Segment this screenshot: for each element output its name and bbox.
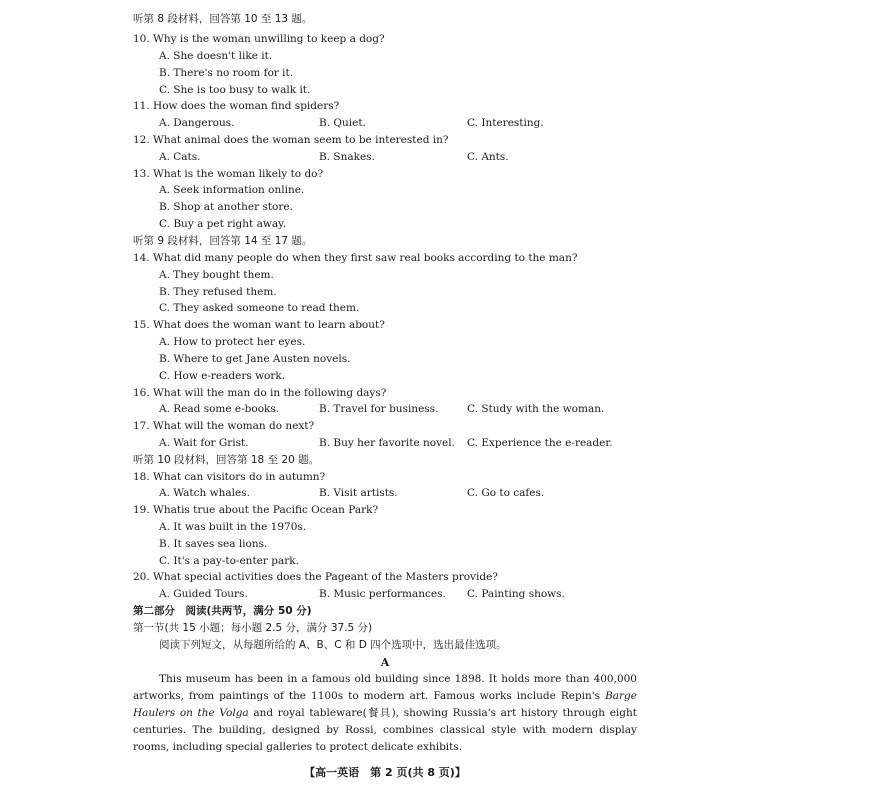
- question-19: 19. Whatis true about the Pacific Ocean Park?: [133, 504, 379, 516]
- q14-option-a: A. They bought them.: [159, 269, 274, 281]
- section-one-heading: 第一节(共 15 小题；每小题 2.5 分，满分 37.5 分): [133, 622, 373, 634]
- passage-text-part-1: This museum has been in a famous old building since 1898. It holds more than 400,000 artworks, from paintings of the 1100s to modern art. Famous works include Repin's: [133, 673, 637, 702]
- q15-option-b: B. Where to get Jane Austen novels.: [159, 353, 351, 365]
- q14-option-c: C. They asked someone to read them.: [159, 302, 360, 314]
- q19-option-a: A. It was built in the 1970s.: [159, 521, 307, 533]
- q11-option-c: C. Interesting.: [467, 117, 544, 129]
- q19-option-b: B. It saves sea lions.: [159, 538, 268, 550]
- question-11: 11. How does the woman find spiders?: [133, 100, 340, 112]
- q10-option-c: C. She is too busy to walk it.: [159, 84, 311, 96]
- q10-option-a: A. She doesn't like it.: [159, 50, 273, 62]
- q15-option-c: C. How e-readers work.: [159, 370, 286, 382]
- q14-option-b: B. They refused them.: [159, 286, 277, 298]
- q15-option-a: A. How to protect her eyes.: [159, 336, 306, 348]
- passage-letter: A: [380, 656, 390, 669]
- painting-title: Barge Haulers on the Volga: [133, 690, 637, 719]
- reading-instruction: 阅读下列短文，从每题所给的 A、B、C 和 D 四个选项中，选出最佳选项。: [159, 639, 507, 651]
- instruction-section-9: 听第 9 段材料，回答第 14 至 17 题。: [133, 235, 313, 247]
- passage-a-text: [133, 671, 637, 756]
- page-footer: 【高一英语 第 2 页(共 8 页)】: [304, 766, 466, 779]
- question-12: 12. What animal does the woman seem to be interested in?: [133, 134, 449, 146]
- question-17: 17. What will the woman do next?: [133, 420, 315, 432]
- q11-option-a: A. Dangerous.: [159, 117, 235, 129]
- q20-option-c: C. Painting shows.: [467, 588, 565, 600]
- instruction-section-10: 听第 10 段材料，回答第 18 至 20 题。: [133, 454, 320, 466]
- q16-option-b: B. Travel for business.: [319, 403, 439, 415]
- passage-text-part-2: and royal tableware(餐具), showing Russia's art history through eight centuries. The building, designed by Rossi, combines classical style with modern display rooms, including special galleries to protect delicate exhibits.: [133, 707, 637, 753]
- question-14: 14. What did many people do when they first saw real books according to the man?: [133, 252, 578, 264]
- q10-option-b: B. There's no room for it.: [159, 67, 294, 79]
- question-16: 16. What will the man do in the following days?: [133, 387, 387, 399]
- q17-option-b: B. Buy her favorite novel.: [319, 437, 455, 449]
- q13-option-b: B. Shop at another store.: [159, 201, 293, 213]
- q16-option-c: C. Study with the woman.: [467, 403, 605, 415]
- q12-option-a: A. Cats.: [159, 151, 201, 163]
- q16-option-a: A. Read some e-books.: [159, 403, 280, 415]
- q19-option-c: C. It's a pay-to-enter park.: [159, 555, 299, 567]
- part-two-heading: 第二部分 阅读(共两节，满分 50 分): [133, 605, 312, 617]
- question-13: 13. What is the woman likely to do?: [133, 168, 324, 180]
- q18-option-a: A. Watch whales.: [159, 487, 250, 499]
- q12-option-b: B. Snakes.: [319, 151, 375, 163]
- q18-option-c: C. Go to cafes.: [467, 487, 545, 499]
- instruction-section-8: 听第 8 段材料，回答第 10 至 13 题。: [133, 13, 313, 25]
- q17-option-c: C. Experience the e-reader.: [467, 437, 613, 449]
- q11-option-b: B. Quiet.: [319, 117, 366, 129]
- q20-option-b: B. Music performances.: [319, 588, 446, 600]
- q13-option-c: C. Buy a pet right away.: [159, 218, 286, 230]
- question-20: 20. What special activities does the Pageant of the Masters provide?: [133, 571, 498, 583]
- question-18: 18. What can visitors do in autumn?: [133, 471, 326, 483]
- q20-option-a: A. Guided Tours.: [159, 588, 248, 600]
- q17-option-a: A. Wait for Grist.: [159, 437, 249, 449]
- question-15: 15. What does the woman want to learn about?: [133, 319, 385, 331]
- q18-option-b: B. Visit artists.: [319, 487, 398, 499]
- question-10: 10. Why is the woman unwilling to keep a dog?: [133, 33, 385, 45]
- q12-option-c: C. Ants.: [467, 151, 509, 163]
- q13-option-a: A. Seek information online.: [159, 184, 305, 196]
